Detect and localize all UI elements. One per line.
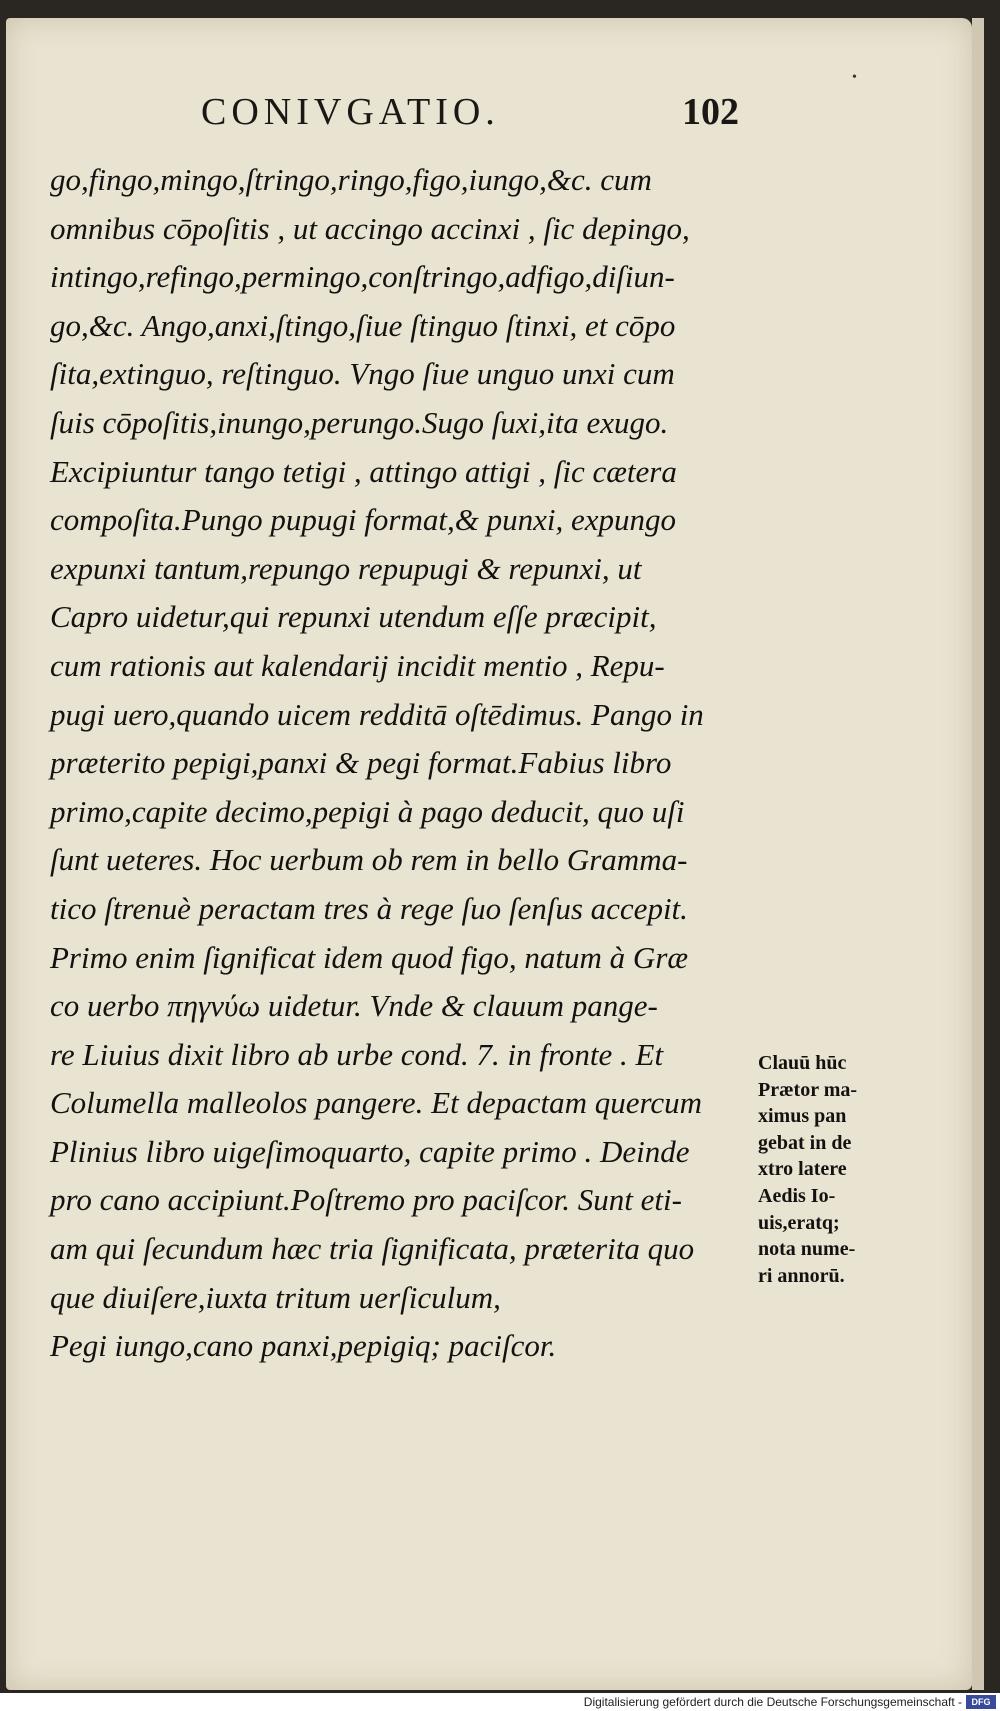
- text-line: pugi uero,quando uicem redditā oſtēdimus. Pango in: [50, 696, 704, 732]
- note-line: ri annorū.: [758, 1264, 845, 1287]
- text-line: expunxi tantum,repungo repupugi & repunxi, ut: [50, 550, 642, 586]
- text-line: Pegi iungo,cano panxi,pepigiq; paciſcor.: [50, 1328, 557, 1364]
- text-line: tico ſtrenuè peractam tres à rege ſuo ſenſus accepit.: [50, 890, 688, 926]
- text-line: pro cano accipiunt.Poſtremo pro paciſcor. Sunt eti-: [50, 1182, 682, 1218]
- text-line: intingo,refingo,permingo,conſtringo,adfigo,diſiun-: [50, 259, 675, 295]
- text-line: co uerbo πηγνύω uidetur. Vnde & clauum pange-: [50, 988, 658, 1024]
- page-number: 102: [682, 91, 739, 133]
- text-line: cum rationis aut kalendarij incidit mentio , Repu-: [50, 647, 665, 683]
- text-line: præterito pepigi,panxi & pegi format.Fabius libro: [50, 745, 672, 781]
- note-line: ximus pan: [758, 1105, 847, 1128]
- text-line: Capro uidetur,qui repunxi utendum eſſe præcipit,: [50, 599, 657, 635]
- body-text: [50, 156, 750, 1371]
- text-line: ſunt ueteres. Hoc uerbum ob rem in bello Gramma-: [50, 842, 688, 878]
- running-head: CONIVGATIO.: [201, 91, 500, 133]
- note-line: xtro latere: [758, 1158, 847, 1181]
- text-line: ſita,extinguo, reſtinguo. Vngo ſiue unguo unxi cum: [50, 356, 675, 392]
- dfg-logo-icon: DFG: [966, 1695, 996, 1709]
- marginal-note: [758, 1050, 908, 1289]
- funding-credit: Digitalisierung gefördert durch die Deutsche Forschungsgemeinschaft -: [583, 1695, 962, 1709]
- footer-bar: [0, 1693, 1000, 1711]
- note-line: nota nume-: [758, 1238, 856, 1261]
- text-line: ſuis cōpoſitis,inungo,perungo.Sugo ſuxi,ita exugo.: [50, 404, 669, 440]
- note-line: Aedis Io-: [758, 1184, 836, 1207]
- text-line: compoſita.Pungo pupugi format,& punxi, expungo: [50, 502, 676, 538]
- text-line: go,&c. Ango,anxi,ſtingo,ſiue ſtinguo ſtinxi, et cōpo: [50, 307, 676, 343]
- text-line: re Liuius dixit libro ab urbe cond. 7. in fronte . Et: [50, 1036, 664, 1072]
- text-line: Columella malleolos pangere. Et depactam quercum: [50, 1085, 703, 1121]
- text-line: que diuiſere,iuxta tritum uerſiculum,: [50, 1279, 501, 1315]
- note-line: Prætor ma-: [758, 1078, 858, 1101]
- page-edge: [972, 18, 984, 1690]
- text-line: Excipiuntur tango tetigi , attingo attigi , ſic cætera: [50, 453, 677, 489]
- ornament-mark: •: [852, 70, 857, 85]
- text-line: omnibus cōpoſitis , ut accingo accinxi , ſic depingo,: [50, 210, 690, 246]
- book-page: [6, 18, 972, 1690]
- note-line: uis,eratq;: [758, 1211, 840, 1234]
- text-line: go,fingo,mingo,ſtringo,ringo,figo,iungo,&c. cum: [50, 162, 652, 197]
- note-line: gebat in de: [758, 1131, 852, 1154]
- note-line: Clauū hūc: [758, 1052, 847, 1074]
- text-line: primo,capite decimo,pepigi à pago deducit, quo uſi: [50, 793, 685, 829]
- text-line: Plinius libro uigeſimoquarto, capite primo . Deinde: [50, 1133, 690, 1169]
- text-line: am qui ſecundum hæc tria ſignificata, præterita quo: [50, 1231, 695, 1267]
- text-line: Primo enim ſignificat idem quod figo, natum à Græ: [50, 939, 689, 975]
